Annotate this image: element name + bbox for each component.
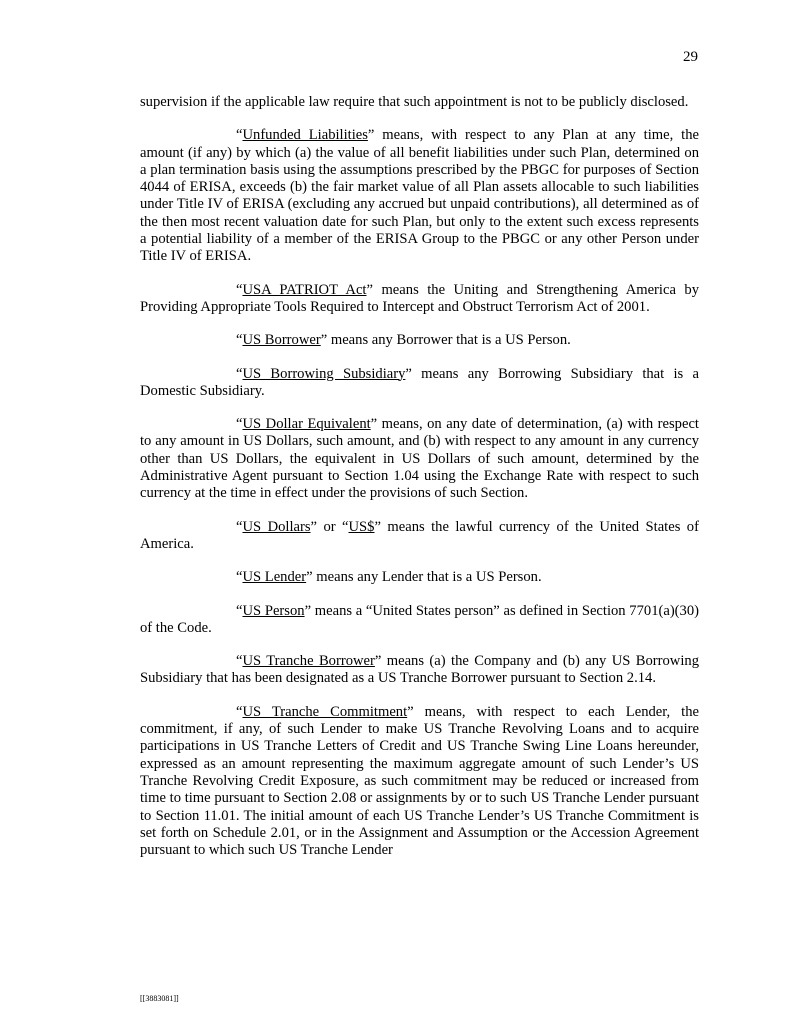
defined-term: US Dollar Equivalent — [242, 416, 371, 433]
defined-term: USA PATRIOT Act — [242, 281, 367, 298]
definition-us-dollars: “US Dollars” or “US$” means the lawful currency of the United States of America. — [140, 518, 699, 552]
document-body — [140, 94, 699, 859]
definition-text: means, with respect to each Lender, the commitment, if any, of such Lender to make US Tranche Revolving Loans and to acquire participations in US Tranche Letters of Credit and US Tranche Swing Line Loans hereunder, expressed as an amount representing the maximum aggregate amount of such Lender’s US Tranche Revolving Credit Exposure, as such commitment may be reduced or increased from time to time pursuant to Section 2.08 or assignments by or to such US Tranche Lender pursuant to Section 11.01. The initial amount of each US Tranche Lender’s US Tranche Commitment is set forth on Schedule 2.01, or in the Assignment and Assumption or the Accession Agreement pursuant to which such US Tranche Lender — [140, 703, 699, 859]
definition-text: means a “United States person” as defined in Section 7701(a)(30) of the Code. — [140, 602, 699, 636]
defined-term: US Tranche Borrower — [242, 653, 375, 670]
definition-us-borrower: “US Borrower” means any Borrower that is a US Person. — [236, 332, 571, 349]
defined-term: Unfunded Liabilities — [242, 127, 368, 144]
defined-term: US Person — [242, 602, 305, 619]
defined-term: US Borrowing Subsidiary — [242, 365, 406, 382]
definition-text: means the lawful currency of the United States of America. — [140, 518, 699, 552]
defined-term: US Lender — [242, 569, 307, 586]
definition-text: means the Uniting and Strengthening America by Providing Appropriate Tools Required to Intercept and Obstruct Terrorism Act of 2001. — [140, 281, 699, 315]
definition-text: means, on any date of determination, (a) with respect to any amount in US Dollars, such amount, and (b) with respect to any amount in any currency other than US Dollars, the equivalent in US Dollars of such amount, determined by the Administrative Agent pursuant to Section 1.04 using the Exchange Rate with respect to such currency at the time in effect under the provisions of such Section. — [140, 416, 699, 502]
continuation-paragraph — [140, 94, 699, 111]
defined-term: US Borrower — [242, 332, 321, 349]
definition-us-tranche-commitment: “US Tranche Commitment” means, with respect to each Lender, the commitment, if any, of such Lender to make US Tranche Revolving Loans and to acquire participations in US Tranche Letters of Credit and US Tranche Swing Line Loans hereunder, expressed as an amount representing the maximum aggregate amount of such Lender’s US Tranche Revolving Credit Exposure, as such commitment may be reduced or increased from time to time pursuant to Section 2.08 or assignments by or to such US Tranche Lender pursuant to Section 11.01. The initial amount of each US Tranche Lender’s US Tranche Commitment is set forth on Schedule 2.01, or in the Assignment and Assumption or the Accession Agreement pursuant to which such US Tranche Lender — [140, 703, 699, 859]
defined-term-alt: US$ — [348, 518, 375, 535]
defined-term: US Dollars — [242, 518, 311, 535]
definition-text: means any Borrower that is a US Person. — [327, 332, 571, 349]
page-number: 29 — [683, 49, 698, 65]
definition-text: means, with respect to any Plan at any time, the amount (if any) by which (a) the value of all benefit liabilities under such Plan, determined on a plan termination basis using the assumptions prescribed by the PBGC for purposes of Section 4044 of ERISA, exceeds (b) the fair market value of all Plan assets allocable to such liabilities under Title IV of ERISA (excluding any accrued but unpaid contributions), all determined as of the then most recent valuation date for such Plan, but only to the extent such excess represents a potential liability of a member of the ERISA Group to the PBGC or any other Person under Title IV of ERISA. — [140, 127, 699, 265]
definition-us-lender: “US Lender” means any Lender that is a US Person. — [236, 569, 542, 586]
definition-us-tranche-borrower: “US Tranche Borrower” means (a) the Company and (b) any US Borrowing Subsidiary that has been designated as a US Tranche Borrower pursuant to Section 2.14. — [140, 653, 699, 687]
definition-text: means (a) the Company and (b) any US Borrowing Subsidiary that has been designated as a US Tranche Borrower pursuant to Section 2.14. — [140, 653, 699, 687]
definition-usa-patriot-act: “USA PATRIOT Act” means the Uniting and Strengthening America by Providing Appropriate Tools Required to Intercept and Obstruct Terrorism Act of 2001. — [140, 281, 699, 315]
defined-term: US Tranche Commitment — [242, 703, 408, 720]
definition-us-borrowing-subsidiary: “US Borrowing Subsidiary” means any Borrowing Subsidiary that is a Domestic Subsidiary. — [140, 365, 699, 399]
document-footer-id: [[3883081]] — [140, 994, 179, 1003]
definition-text: means any Lender that is a US Person. — [312, 569, 542, 586]
definition-text: means any Borrowing Subsidiary that is a Domestic Subsidiary. — [140, 365, 699, 399]
paragraph-text: supervision if the applicable law require that such appointment is not to be publicly disclosed. — [140, 94, 689, 110]
definition-unfunded-liabilities: “Unfunded Liabilities” means, with respect to any Plan at any time, the amount (if any) by which (a) the value of all benefit liabilities under such Plan, determined on a plan termination basis using the assumptions prescribed by the PBGC for purposes of Section 4044 of ERISA, exceeds (b) the fair market value of all Plan assets allocable to such liabilities under Title IV of ERISA (excluding any accrued but unpaid contributions), all determined as of the then most recent valuation date for such Plan, but only to the extent such excess represents a potential liability of a member of the ERISA Group to the PBGC or any other Person under Title IV of ERISA. — [140, 127, 699, 265]
term-connector: or — [317, 518, 343, 535]
definition-us-dollar-equivalent: “US Dollar Equivalent” means, on any date of determination, (a) with respect to any amount in US Dollars, such amount, and (b) with respect to any amount in any currency other than US Dollars, the equivalent in US Dollars of such amount, determined by the Administrative Agent pursuant to Section 1.04 using the Exchange Rate with respect to such currency at the time in effect under the provisions of such Section. — [140, 416, 699, 502]
definition-us-person: “US Person” means a “United States person” as defined in Section 7701(a)(30) of the Code. — [140, 602, 699, 636]
